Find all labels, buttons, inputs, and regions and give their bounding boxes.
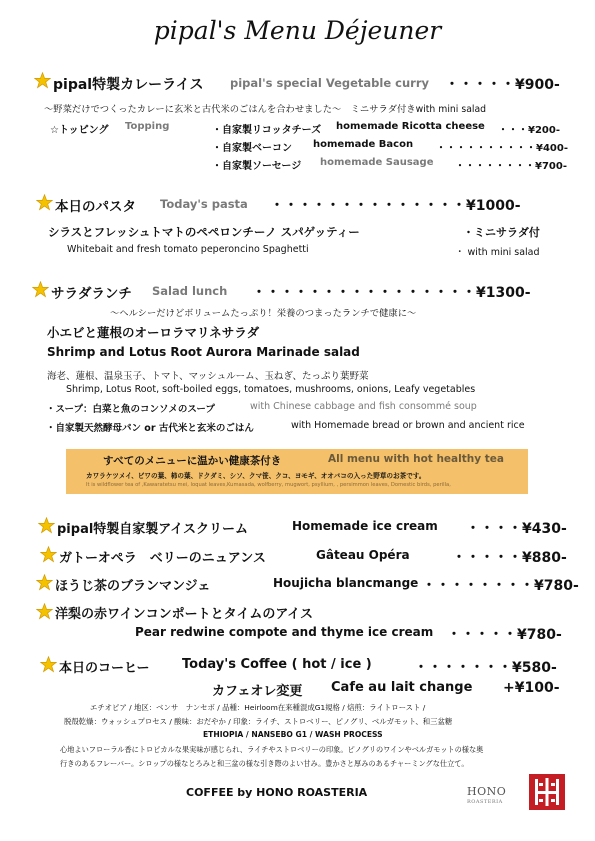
roaster-logo-subtext: ROASTERIA: [467, 799, 503, 805]
curry-name: pipal特製カレーライス: [53, 77, 204, 93]
pasta-name: 本日のパスタ: [55, 199, 136, 215]
topping-ja: ・自家製リコッタチーズ: [212, 125, 322, 136]
dessert-name: ほうじ茶のブランマンジェ: [55, 579, 211, 594]
salad-name-en: Salad lunch: [152, 284, 228, 298]
curry-desc: 〜野菜だけでつくったカレーに玄米と古代米のごはんを合わせました〜 ミニサラダ付きwith mini salad: [44, 104, 487, 115]
star-icon: [36, 603, 53, 620]
pasta-price: ・・・・・・・・・・・・・・¥1000-: [270, 198, 521, 214]
topping-en: homemade Sausage: [320, 157, 434, 168]
curry-name-en: pipal's special Vegetable curry: [230, 76, 429, 90]
salad-ingredients-en: Shrimp, Lotus Root, soft-boiled eggs, tomatoes, mushrooms, onions, Leafy vegetables: [66, 384, 476, 395]
dessert-price: ・・・・・・・・¥780-: [422, 578, 579, 594]
salad-soup-en: with Chinese cabbage and fish consommé soup: [250, 401, 477, 412]
star-icon: [40, 656, 57, 673]
pasta-item-ja: シラスとフレッシュトマトのペペロンチーノ スパゲッティー: [48, 225, 360, 239]
coffee-name: 本日のコーヒー: [59, 661, 150, 676]
topping-label-en: Topping: [125, 121, 170, 132]
star-icon: [34, 72, 51, 89]
dessert-price: ・・・・・¥880-: [452, 550, 567, 566]
roaster-credit: COFFEE by HONO ROASTERIA: [186, 786, 368, 799]
roaster-logo-text: HONO: [467, 785, 507, 798]
curry-price: ・・・・・¥900-: [445, 77, 560, 93]
cafe-au-lait-ja: カフェオレ変更: [212, 684, 303, 699]
topping-ja: ・自家製ベーコン: [212, 143, 292, 154]
star-icon: [32, 281, 49, 298]
pasta-item-en: Whitebait and fresh tomato peperoncino Spaghetti: [67, 244, 309, 255]
salad-item-ja: 小エビと蓮根のオーロラマリネサラダ: [47, 325, 260, 340]
dessert-name: ガトーオペラ ベリーのニュアンス: [59, 551, 266, 566]
pear-price: ・・・・・¥780-: [447, 627, 562, 643]
salad-price: ・・・・・・・・・・・・・・・・¥1300-: [252, 285, 531, 301]
salad-desc: 〜ヘルシーだけどボリュームたっぷり！栄養のつまったランチで健康に〜: [110, 308, 417, 319]
star-icon: [36, 194, 53, 211]
salad-item-en: Shrimp and Lotus Root Aurora Marinade salad: [47, 345, 360, 359]
topping-ja: ・自家製ソーセージ: [212, 161, 302, 172]
tea-title-en: All menu with hot healthy tea: [328, 453, 504, 465]
star-icon: [38, 517, 55, 534]
salad-soup-ja: ・スープ：白菜と魚のコンソメのスープ: [46, 404, 215, 415]
cafe-au-lait-price: +¥100-: [503, 680, 560, 696]
tea-line-en: It is wildflower tea of ,Kawaratetsu mei, loquat leaves,Kumasada, wolfberry, mugwort, psyllium, , persimmon leaves, Domestic birds, perilla,: [86, 482, 451, 488]
coffee-flavor: 心地よいフローラル香にトロピカルな果実味が感じられ、ライチやストロベリーの印象。ピノグリのワインやベルガモットの様な奥: [60, 745, 484, 754]
star-icon: [40, 546, 57, 563]
topping-label: ☆トッピング: [50, 125, 109, 136]
tea-title-ja: すべてのメニューに温かい健康茶付き: [103, 455, 282, 467]
flame-mark-icon: [529, 774, 565, 810]
coffee-details: 脱殻乾燥：ウォッシュプロセス / 酸味：おだやか / 印象：ライチ、ストロベリー、ピノグリ、ベルガモット、和三盆糖: [64, 717, 453, 726]
pear-name: 洋梨の赤ワインコンポートとタイムのアイス: [55, 607, 314, 622]
hono-logo-mark: [529, 774, 565, 810]
coffee-details: ETHIOPIA / NANSEBO G1 / WASH PROCESS: [203, 730, 383, 739]
topping-price: ・・・¥200-: [498, 125, 560, 136]
dessert-name-en: Gâteau Opéra: [316, 548, 410, 562]
cafe-au-lait-en: Cafe au lait change: [331, 680, 473, 695]
pear-name-en: Pear redwine compote and thyme ice cream: [135, 625, 434, 639]
topping-price: ・・・・・・・・・・¥400-: [436, 143, 568, 154]
dessert-name: pipal特製自家製アイスクリーム: [57, 522, 248, 537]
dessert-name-en: Houjicha blancmange: [273, 576, 419, 590]
salad-name: サラダランチ: [51, 286, 132, 302]
dessert-price: ・・・・¥430-: [466, 521, 567, 537]
coffee-name-en: Today's Coffee ( hot / ice ): [182, 657, 372, 672]
star-icon: [36, 574, 53, 591]
salad-bread-en: with Homemade bread or brown and ancient rice: [291, 420, 525, 431]
coffee-details: エチオピア / 地区：ベンサ ナンセボ / 品種：Heirloom在来種混成G1規格 / 焙煎：ライトロースト /: [90, 703, 426, 712]
coffee-price: ・・・・・・・¥580-: [414, 660, 557, 676]
tea-line-ja: カワラケツメイ、ビワの葉、柿の葉、ドクダミ、シソ、クマ笹、クコ、ヨモギ、オオバコの入った野草のお茶です。: [86, 472, 426, 480]
salad-bread-ja: ・自家製天然酵母パン or 古代米と玄米のごはん: [46, 423, 254, 434]
dessert-name-en: Homemade ice cream: [292, 519, 438, 533]
coffee-flavor: 行きのあるフレーバー。シロップの様なとろみと和三盆の様な引き際のよい甘み。豊かさと厚みのあるチャーミングな仕立て。: [60, 759, 469, 768]
topping-en: homemade Bacon: [313, 139, 414, 150]
menu-title: pipal's Menu Déjeuner: [153, 16, 442, 45]
topping-en: homemade Ricotta cheese: [336, 121, 485, 132]
salad-ingredients-ja: 海老、蓮根、温泉玉子、トマト、マッシュルーム、玉ねぎ、たっぷり葉野菜: [47, 371, 369, 382]
pasta-item-en-note: ・ with mini salad: [455, 247, 540, 258]
pasta-item-ja-note: ・ミニサラダ付: [463, 226, 540, 239]
pasta-name-en: Today's pasta: [160, 197, 248, 211]
topping-price: ・・・・・・・・¥700-: [455, 161, 567, 172]
